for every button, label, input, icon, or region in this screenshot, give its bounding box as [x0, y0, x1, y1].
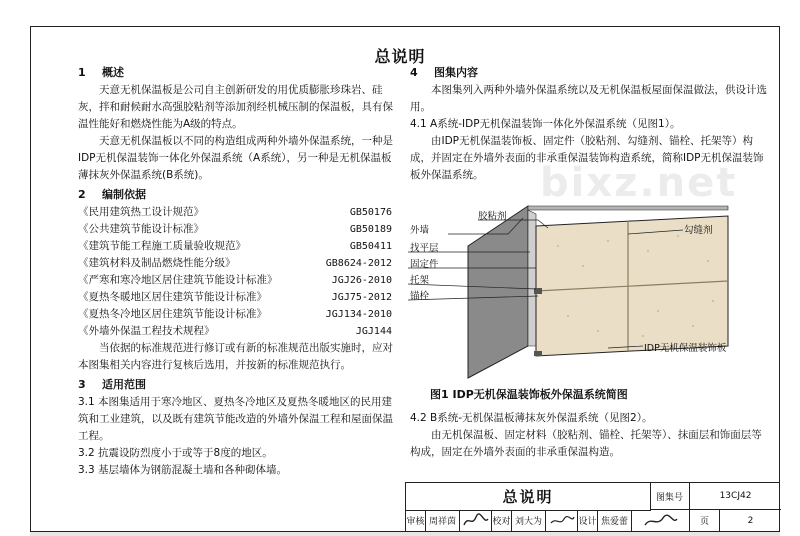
- section-2-note: 当依据的标准规范进行修订或有新的标准规范出版实施时，应对本图集相关内容进行复核后选用，并按新的标准规范执行。: [78, 342, 393, 371]
- standard-name: 《夏热冬暖地区居住建筑节能设计标准》: [78, 291, 267, 303]
- bracket-piece: [534, 351, 542, 356]
- standard-row: [78, 221, 398, 238]
- standard-name: 《外墙外保温工程技术规程》: [78, 325, 215, 337]
- standard-code: JGJ144: [355, 326, 392, 337]
- section-3-heading: [78, 376, 398, 393]
- page-number: 2: [747, 515, 754, 526]
- standard-name: 《公共建筑节能设计标准》: [78, 223, 204, 235]
- label-grout: 勾缝剂: [684, 225, 713, 236]
- label-fixer: 固定件: [410, 259, 439, 270]
- standard-row: [78, 323, 398, 340]
- check-label: 校对: [492, 510, 512, 531]
- watermark: bixz.net: [540, 160, 738, 206]
- system-diagram: [408, 196, 748, 382]
- title-block: [405, 482, 780, 532]
- wall-top: [528, 206, 728, 210]
- wall-front: [468, 206, 528, 378]
- standard-name: 《民用建筑热工设计规范》: [78, 206, 204, 218]
- figure-caption: 图1 IDP无机保温装饰板外保温系统简图: [430, 388, 628, 401]
- left-column: [78, 62, 398, 479]
- leveling-layer: [528, 210, 536, 346]
- label-anchor: 锚栓: [410, 291, 430, 302]
- section-1-para-1: 天意无机保温板是公司自主创新研发的用优质膨胀珍珠岩、硅灰，拌和耐候耐水高强胶粘剂等添加剂经机械压制的保温板，具有保温性能好和燃烧性能为A级的特点。: [78, 84, 393, 130]
- standard-code: GB50176: [349, 207, 392, 218]
- section-3-item-1: 3.1 本图集适用于寒冷地区、夏热冬冷地区及夏热冬暖地区的民用建筑和工业建筑，以及既有建筑节能改造的外墙外保温工程和屋面保温工程。: [78, 396, 393, 442]
- section-1-num: 1: [78, 66, 86, 79]
- design-signature: [632, 510, 690, 531]
- label-wall: 外墙: [410, 225, 430, 236]
- atlas-number: 13CJ42: [690, 483, 781, 510]
- section-4-2: [410, 410, 770, 461]
- check-signature: [546, 510, 578, 531]
- standard-name: 《夏热冬冷地区居住建筑节能设计标准》: [78, 308, 267, 320]
- standard-row: [78, 289, 398, 306]
- section-2-title: 编制依据: [102, 188, 146, 201]
- label-bracket: 托架: [410, 275, 430, 286]
- bottom-strip: [30, 532, 780, 536]
- label-adhesive: 胶粘剂: [478, 211, 507, 222]
- check-name: 刘大为: [512, 510, 546, 531]
- label-panel: IDP无机保温装饰板: [644, 343, 727, 354]
- page-label: 页: [690, 510, 720, 531]
- standard-code: JGJ26-2010: [331, 275, 392, 286]
- standard-name: 《建筑材料及制品燃烧性能分级》: [78, 257, 236, 269]
- section-4-heading: [410, 64, 770, 81]
- right-column: [410, 62, 770, 184]
- standard-name: 《建筑节能工程施工质量验收规范》: [78, 240, 246, 252]
- standard-row: [78, 306, 398, 323]
- page-title: 总说明: [374, 47, 426, 66]
- atlas-label: 图集号: [650, 483, 690, 510]
- section-3-item-2: 3.2 抗震设防烈度小于或等于8度的地区。: [78, 447, 273, 459]
- section-4-1-title: 4.1 A系统-IDP无机保温装饰一体化外保温系统（见图1）。: [410, 118, 681, 130]
- signature-mark: [641, 513, 681, 529]
- section-3-title: 适用范围: [102, 378, 146, 391]
- section-2-num: 2: [78, 188, 86, 201]
- standard-code: JGJ75-2012: [331, 292, 392, 303]
- signature-mark: [548, 513, 576, 529]
- section-1-para-2: 天意无机保温板以不同的构造组成两种外墙外保温系统，一种是IDP无机保温装饰一体化外保温系统（A系统），另一种是无机保温板薄抹灰外保温系统(B系统)。: [78, 135, 393, 181]
- standard-code: GB8624-2012: [325, 258, 392, 269]
- standard-code: JGJ134-2010: [325, 309, 392, 320]
- section-3-num: 3: [78, 378, 86, 391]
- standard-row: [78, 204, 398, 221]
- standard-row: [78, 255, 398, 272]
- signature-mark: [462, 513, 490, 529]
- section-1-title: 概述: [102, 66, 124, 79]
- section-1-heading: [78, 64, 398, 81]
- section-4-2-body: 由无机保温板、固定材料（胶粘剂、锚栓、托架等）、抹面层和饰面层等构成，固定在外墙外表面的非承重保温构造。: [410, 429, 762, 458]
- standards-list: [78, 204, 398, 340]
- design-name: 焦爱蕾: [598, 510, 632, 531]
- section-4-1-body: 由IDP无机保温装饰板、固定件（胶粘剂、勾缝剂、锚栓、托架等）构成，并固定在外墙外表面的非承重保温装饰构造系统，简称IDP无机保温装饰板外保温系统。: [410, 135, 764, 181]
- standard-row: [78, 238, 398, 255]
- section-2-heading: [78, 186, 398, 203]
- standard-code: GB50411: [349, 241, 392, 252]
- review-label: 审核: [406, 510, 426, 531]
- section-4-num: 4: [410, 66, 418, 79]
- review-name: 周祥茵: [426, 510, 460, 531]
- review-signature: [460, 510, 492, 531]
- section-4-intro: 本图集列入两种外墙外保温系统以及无机保温板屋面保温做法，供设计选用。: [410, 84, 767, 113]
- section-4-title: 图集内容: [434, 66, 478, 79]
- design-label: 设计: [578, 510, 598, 531]
- label-leveling: 找平层: [410, 243, 439, 254]
- standard-code: GB50189: [349, 224, 392, 235]
- section-3-item-3: 3.3 基层墙体为钢筋混凝土墙和各种砌体墙。: [78, 464, 288, 476]
- title-block-main: 总说明: [406, 483, 651, 511]
- standard-row: [78, 272, 398, 289]
- standard-name: 《严寒和寒冷地区居住建筑节能设计标准》: [78, 274, 278, 286]
- section-4-2-title: 4.2 B系统-无机保温板薄抹灰外保温系统（见图2）。: [410, 412, 653, 424]
